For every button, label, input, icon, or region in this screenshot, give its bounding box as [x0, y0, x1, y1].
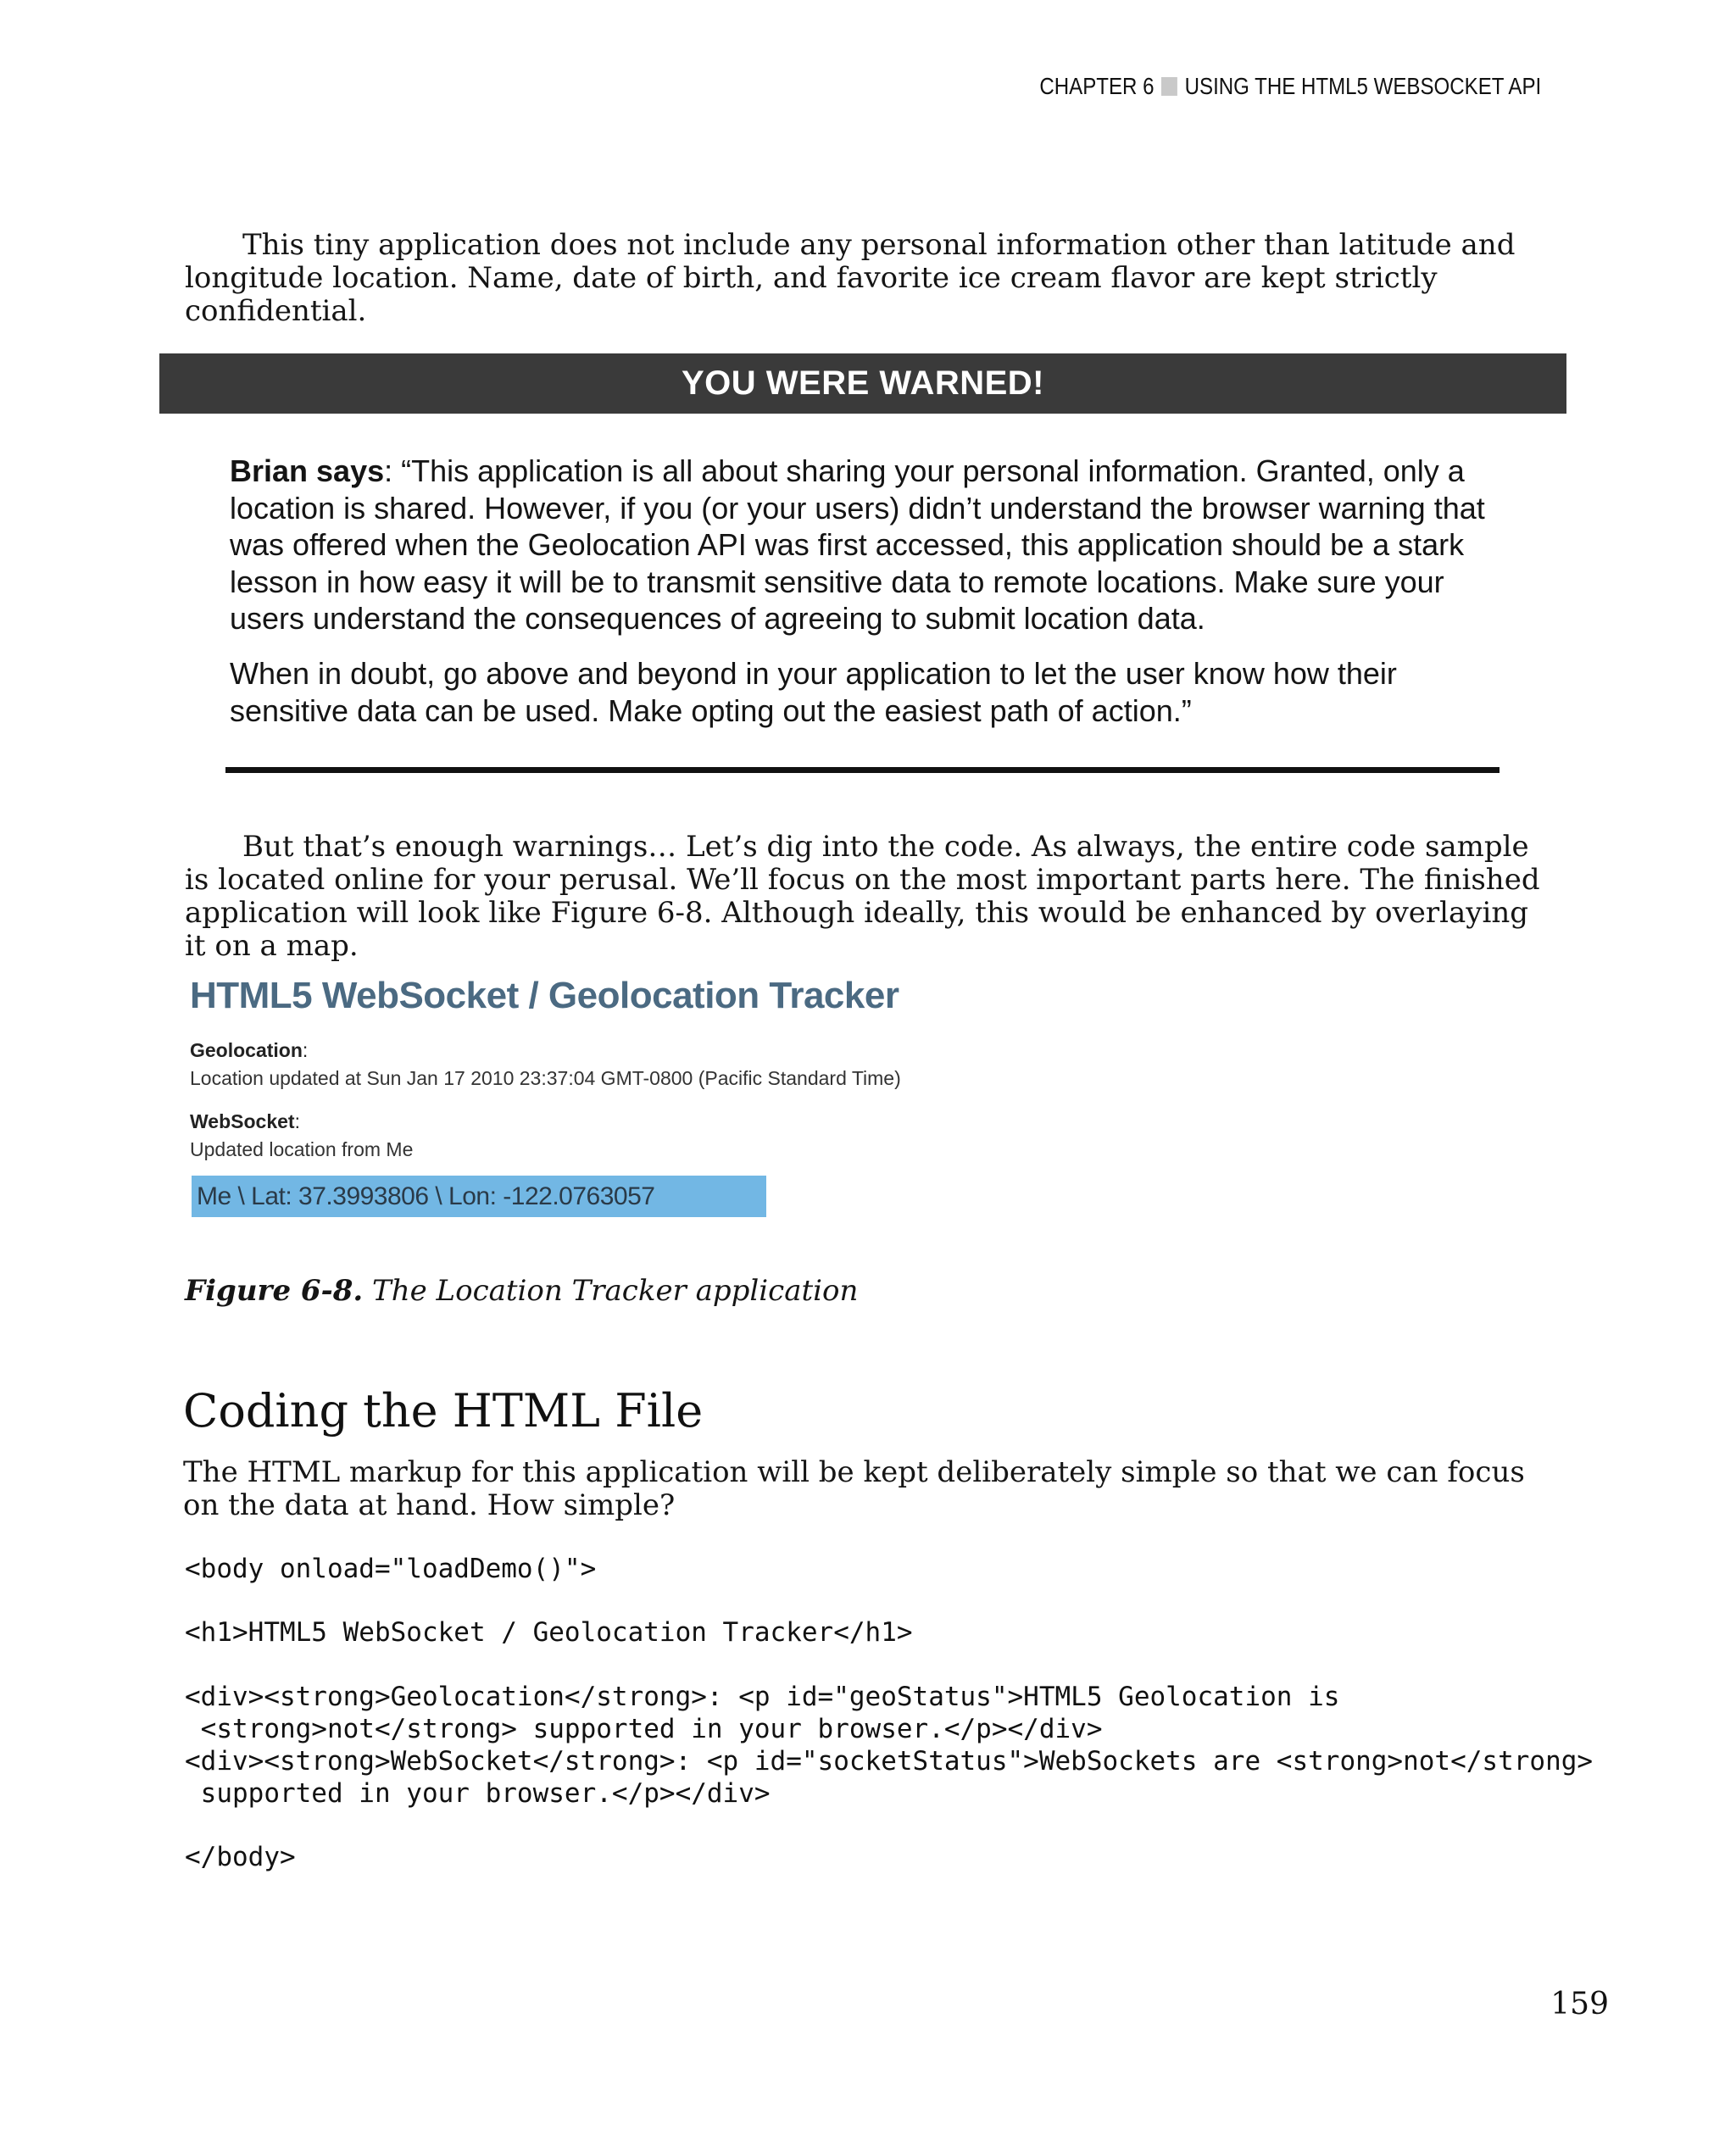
figure-caption-text: The Location Tracker application	[372, 1274, 859, 1308]
sidebar-quote-1: : “This application is all about sharing your personal information. Granted, only a location is shared. However, if you (or your users) didn’t understand the browser warning that was offered when the Geolocation API was first accessed, this application should be a stark lesson in how easy it will be to transmit sensitive data to remote locations. Make sure your users understand the consequences of agreeing to submit location data.	[230, 453, 1485, 636]
page-number: 159	[1550, 1987, 1609, 2021]
body-paragraph	[185, 831, 1558, 963]
figure-location-row: Me \ Lat: 37.3993806 \ Lon: -122.0763057	[192, 1176, 766, 1217]
intro-paragraph	[185, 229, 1558, 328]
intro-text: This tiny application does not include any personal information other than latitude and longitude location. Name, date of birth, and favorite ice cream flavor are kept strictly confidential.	[185, 228, 1516, 328]
sidebar-quote-2: When in doubt, go above and beyond in your application to let the user know how their sensitive data can be used. Make opting out the easiest path of action.”	[230, 656, 1397, 728]
running-header	[1039, 73, 1541, 100]
body-text: But that’s enough warnings… Let’s dig into the code. As always, the entire code sample is located online for your perusal. We’ll focus on the most important parts here. The finished application will look like Figure 6-8. Although ideally, this would be enhanced by overlaying it on a map.	[185, 830, 1540, 963]
code-line-body-open: <body onload="loadDemo()">	[185, 1554, 597, 1584]
figure-geolocation-label: Geolocation:	[190, 1039, 309, 1061]
code-block-divs: <div><strong>Geolocation</strong>: <p id="geoStatus">HTML5 Geolocation is <strong>not</strong> supported in your browser.</p></div> <div><strong>WebSocket</strong>: <p id="socketStatus">WebSockets are <strong>not</strong> supported in your browser.</p></div>	[185, 1682, 1594, 1809]
section-paragraph: The HTML markup for this application will be kept deliberately simple so that we can focus on the data at hand. How simple?	[183, 1455, 1525, 1522]
section-heading: Coding the HTML File	[183, 1384, 704, 1438]
figure-caption-number: Figure 6-8.	[185, 1274, 364, 1308]
sidebar-title-bar	[159, 353, 1566, 414]
sidebar-paragraph-1	[230, 453, 1501, 637]
sidebar-speaker: Brian says	[230, 453, 385, 488]
code-line-body-close: </body>	[185, 1842, 296, 1872]
figure-websocket-label: WebSocket:	[190, 1110, 300, 1132]
chapter-label: CHAPTER 6	[1039, 73, 1155, 99]
code-line-h1: <h1>HTML5 WebSocket / Geolocation Tracker</h1>	[185, 1617, 913, 1648]
figure-geolocation-status: Location updated at Sun Jan 17 2010 23:37:04 GMT-0800 (Pacific Standard Time)	[190, 1067, 901, 1089]
header-separator-square	[1161, 77, 1177, 96]
sidebar-bottom-rule	[225, 767, 1500, 773]
figure-websocket-status: Updated location from Me	[190, 1138, 414, 1160]
figure-heading: HTML5 WebSocket / Geolocation Tracker	[190, 975, 899, 1016]
sidebar-paragraph-2	[230, 655, 1501, 729]
chapter-title: USING THE HTML5 WEBSOCKET API	[1184, 73, 1541, 99]
figure-caption	[185, 1274, 858, 1308]
sidebar-title: YOU WERE WARNED!	[682, 364, 1044, 402]
